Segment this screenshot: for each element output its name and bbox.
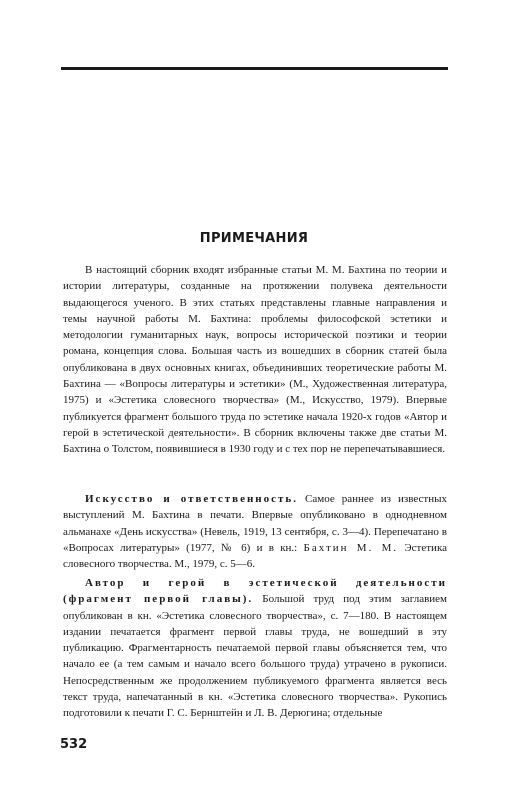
note1-author: Бахтин М. М. xyxy=(303,541,399,554)
note-author-and-hero xyxy=(63,575,447,722)
top-rule xyxy=(61,67,448,70)
note1-heading: Искусство и ответственность. xyxy=(85,493,298,505)
section-title: ПРИМЕЧАНИЯ xyxy=(199,231,309,246)
note-art-and-responsibility xyxy=(63,491,447,572)
note2-text: Большой труд под этим заглавием опубликован в кн. «Эстетика словесного творчества», с. 7—180. В настоящем издании печатается фрагмент первой главы труда, не вошедший в эту публикацию. Фрагментарность печатаемой первой главы объясняется тем, что начало ее (а тем самым и начало всего большого труда) утрачено в рукописи. Непосредственным же продолжением публикуемого фрагмента является весь текст труда, напечатанный в кн. «Эстетика словесного творчества». Рукопись подготовили к печати Г. С. Бернштейн и Л. В. Дерюгина; отдельные xyxy=(63,593,447,720)
intro-text: В настоящий сборник входят избранные статьи М. М. Бахтина по теории и истории литературы, созданные на протяжении полувека деятельности выдающегося ученого. В этих статьях представлены главные направления и темы научной работы М. Бахтина: проблемы философской эстетики и методологии гуманитарных наук, вопросы исторической поэтики и теории романа, концепция слова. Большая часть из вошедших в сборник статей была опубликована в двух основных книгах, объединивших теоретические работы М. Бахтина — «Вопросы литературы и эстетики» (М., Художественная литература, 1975) и «Эстетика словесного творчества» (М., Искусство, 1979). Впервые публикуется фрагмент большого труда по эстетике начала 1920-х годов «Автор и герой в эстетической деятельности». В сборник включены также две статьи М. Бахтина о Толстом, появившиеся в 1930 году и с тех пор не перепечатывавшиеся. xyxy=(63,264,447,456)
intro-paragraph xyxy=(63,262,447,458)
page-number: 532 xyxy=(60,737,88,752)
note1-text-end: Эстетика словесного творчества. М., 1979, с. 5—6. xyxy=(63,541,448,571)
note2-heading: Автор и герой в эстетической деятельности (фрагмент первой главы). xyxy=(63,577,447,606)
note1-text: Самое раннее из известных выступлений М. Бахтина в печати. Впервые опубликовано в однодневном альманахе «День искусства» (Невель, 1919, 13 сентября, с. 3—4). Перепечатано в «Вопросах литературы» (1977, № 6) и в кн.: xyxy=(63,493,447,554)
